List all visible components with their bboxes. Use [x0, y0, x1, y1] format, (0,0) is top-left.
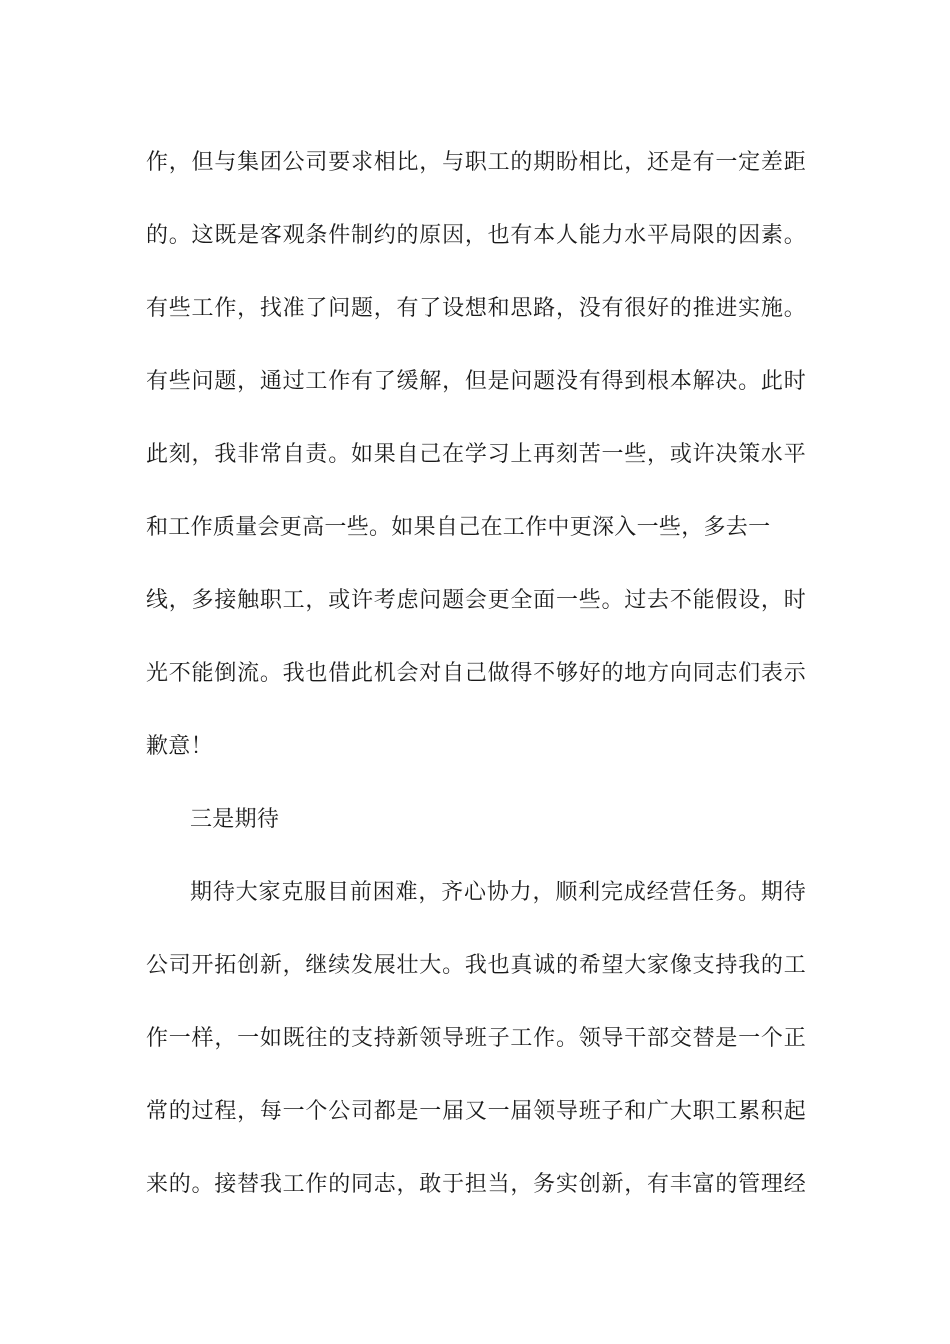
text-line: 期待大家克服目前困难，齐心协力，顺利完成经营任务。期待: [190, 880, 806, 905]
body-text: [146, 126, 806, 1221]
text-line: 的。这既是客观条件制约的原因，也有本人能力水平局限的因素。: [146, 223, 806, 248]
text-line: 常的过程，每一个公司都是一届又一届领导班子和广大职工累积起: [146, 1099, 806, 1124]
text-line: 歉意！: [146, 734, 213, 759]
section-heading: 三是期待: [190, 807, 280, 832]
text-line: 作一样，一如既往的支持新领导班子工作。领导干部交替是一个正: [146, 1026, 806, 1051]
text-line: 作，但与集团公司要求相比，与职工的期盼相比，还是有一定差距: [146, 150, 806, 175]
text-line: 有些工作，找准了问题，有了设想和思路，没有很好的推进实施。: [146, 296, 806, 321]
text-line: 光不能倒流。我也借此机会对自己做得不够好的地方向同志们表示: [146, 661, 806, 686]
text-line: 有些问题，通过工作有了缓解，但是问题没有得到根本解决。此时: [146, 369, 806, 394]
text-line: 此刻，我非常自责。如果自己在学习上再刻苦一些，或许决策水平: [146, 442, 806, 467]
text-line: 和工作质量会更高一些。如果自己在工作中更深入一些，多去一: [146, 515, 771, 540]
text-line: 公司开拓创新，继续发展壮大。我也真诚的希望大家像支持我的工: [146, 953, 806, 978]
text-line: 来的。接替我工作的同志，敢于担当，务实创新，有丰富的管理经: [146, 1172, 806, 1197]
text-line: 线，多接触职工，或许考虑问题会更全面一些。过去不能假设，时: [146, 588, 806, 613]
